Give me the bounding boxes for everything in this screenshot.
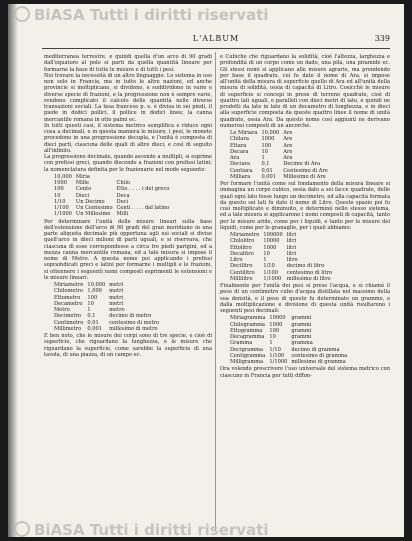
table-cell-name: Un Decimo	[75, 198, 105, 205]
table-cell-name: Litro	[230, 257, 243, 263]
table-cell-value: 1000	[269, 321, 283, 328]
table-cell-value: 1	[263, 257, 267, 263]
table-cell-unit: litri	[286, 238, 297, 245]
table-cell-num: 10,000	[54, 173, 72, 180]
table-cell-name: Chilara	[230, 136, 249, 143]
table-cell-value: 1/1000	[269, 359, 288, 365]
table-cell-name: Mille	[75, 180, 90, 186]
watermark-text: BiASA Tutti i diritti riservati	[34, 521, 269, 539]
table-cell-value: 10	[87, 300, 94, 307]
table-cell-value: 10000	[263, 238, 280, 245]
table-row	[54, 320, 163, 326]
table-cell-name: Centilitro	[230, 269, 255, 276]
table-cell-name: Decalitro	[230, 250, 254, 257]
table-cell-unit: Millesimo di Are	[283, 173, 326, 180]
table-cell-unit: grammi	[291, 315, 312, 322]
table-cell-value: 100	[261, 142, 272, 149]
table-cell-unit: Decimo di Ara	[283, 161, 321, 168]
table-cell-name: Dieci	[75, 192, 90, 199]
table-cell-name: Miriametro	[54, 282, 84, 288]
table-cell-unit: centesimo di metro	[109, 319, 160, 326]
table-cell-name: Decigramma	[230, 346, 264, 353]
table-cell-unit: grammi	[291, 327, 312, 334]
table-cell-name: Le Miriara	[230, 130, 258, 136]
table-cell-num: 100	[54, 186, 64, 193]
table-cell-unit: Are	[283, 136, 293, 143]
table-cell-value: 1/100	[269, 352, 285, 359]
table-row	[54, 313, 163, 319]
table-cell-num: 1/10	[54, 198, 66, 205]
table-cell-unit: millesimo di gramma	[291, 359, 346, 365]
table-cell-unit: grammi	[291, 321, 312, 328]
paragraph: Noi trovare la necessità di un altro linguaggio. Lo sistema in uso non solo in Francia, ma in tutte le altre nazioni, ed anche provincie si moltiplicano, si dividono, e suddividono in varie e diverse specie di frazioni, e la progressione non è sempre varie, rendono complicato il calcolo delle quantità nelle diverse transazioni sociali. La tesa francese p. e. è divisa in sei piedi, il piede in dodici pollici, il pollice in dodici linee; la canna mercantile romana in otto palmi ec.	[44, 72, 212, 123]
table-cell-name: Decara	[230, 148, 249, 155]
table-cell-value: 10,000	[261, 130, 280, 136]
page-header	[42, 34, 390, 48]
table-cell-name: Ara	[230, 155, 240, 161]
table-row	[230, 359, 351, 365]
table-cell-value: 1	[87, 307, 91, 313]
table-cell-unit: metro	[109, 307, 125, 313]
table-cell-name: Ettolitro	[230, 244, 252, 251]
table-cell-num: 1/100	[54, 205, 69, 211]
table-cell-name: Un Centesimo	[75, 205, 113, 211]
table-cell-value: 1000	[261, 136, 275, 143]
table-cell-unit: litro	[286, 257, 298, 263]
left-column	[44, 54, 212, 358]
table-cell-value: 1000	[263, 244, 277, 251]
table-cell-value: 1/1000	[263, 275, 282, 282]
table-cell-unit: decimo di litro	[286, 263, 325, 270]
table-cell-value: 100	[87, 294, 98, 301]
column-divider	[215, 52, 216, 530]
header-rule	[42, 48, 390, 49]
table-cell-value: 10	[263, 250, 270, 257]
table-cell-name: Decametro	[54, 300, 83, 307]
table-cell-unit: metri	[109, 294, 124, 301]
table-cell-unit: centesimo di litro	[286, 269, 333, 276]
table-cell-value: 10,000	[87, 282, 106, 288]
table-row	[54, 326, 163, 332]
paragraph: In tutti questi casi, il sistema metrico semplifica e riduce ogni cosa a decimali, e in questa maniera le misure, i pesi, le monete procedono in una progressione decupla, e l'unità è composta di dieci parti, ciascuna delle quali di altre dieci, e così di seguito all'infinito.	[44, 122, 212, 154]
table-row	[230, 174, 332, 180]
table-cell-unit: Are	[283, 130, 293, 136]
table-cell-unit: metri	[109, 282, 124, 288]
right-column	[220, 54, 390, 379]
table-row	[230, 347, 351, 353]
table-cell-name: Ettometro	[54, 294, 81, 301]
table-cell-value: 0,001	[261, 173, 277, 180]
table-cell-name: Chilolitro	[230, 238, 255, 245]
table-cell-value: 0,1	[87, 313, 96, 320]
scanned-page	[8, 4, 404, 537]
table-cell-desc: Deci	[116, 198, 129, 205]
table-cell-unit: litri	[286, 232, 297, 238]
table-cell-desc: Etto . . . . i del greco	[116, 186, 170, 193]
table-cell-unit: millesimo di litro	[286, 275, 331, 282]
table-cell-name: Miria	[75, 173, 90, 180]
table-cell-desc: Centi . . . . dal latino	[116, 205, 170, 211]
table-cell-name: Milliara	[230, 173, 251, 180]
table-cell-num: 1/1000	[54, 211, 72, 218]
table-cell-value: 10	[269, 334, 276, 340]
table-cell-value: 100	[269, 327, 280, 334]
table-cell-unit: Centesimo di Are	[283, 167, 328, 174]
table-cell-value: 0,01	[261, 167, 273, 174]
page-gutter-shadow	[8, 4, 18, 537]
table-cell-name: Gramma	[230, 340, 253, 347]
table-cell-name: Miriagramma	[230, 315, 266, 322]
table-cell-name: Cento	[75, 186, 92, 193]
table-cell-value: 10000	[269, 315, 286, 322]
watermark-text: BiASA Tutti i diritti riservati	[34, 6, 269, 24]
table-cell-name: Deciara	[230, 161, 251, 168]
table-cell-value: 0,1	[261, 161, 270, 168]
litre-table	[230, 232, 336, 282]
paragraph: mediterranea terrestre, e quindi quella d'un arco di 90 gradi dall'equatore al polo si parti da quella quantità lineare per formarne la base di tutte le misure e di tutti i pesi.	[44, 54, 212, 73]
table-row	[230, 276, 336, 282]
paragraph: La progressione decimale, quando ascende a multipli, si esprime con prefissi greci, quando discende a frazioni con prefissi latini; la nomenclatura definita per le frazionarie nel modo seguente:	[44, 154, 212, 173]
table-cell-value: 0,01	[87, 319, 99, 326]
watermark-top	[14, 6, 269, 24]
paragraph: Finalmente per l'unità dei pesi si prese l'acqua, e si chiamò il peso di un centimetro cubo d'acqua distillata nel massimo della sua densità, e il peso di questo fu determinato un grammo, e dalla moltiplicazione e divisione di questa unità risultarono i seguenti pesi decimali:	[220, 283, 390, 314]
table-cell-name: Centimetro	[54, 319, 84, 326]
table-cell-value: 1	[261, 155, 265, 161]
table-row	[54, 211, 173, 217]
are-table	[230, 130, 332, 180]
table-cell-unit: metri	[109, 288, 124, 295]
table-cell-name: Ettogramma	[230, 327, 263, 334]
biasa-logo-icon	[14, 521, 30, 537]
table-cell-name: Milligramma	[230, 359, 264, 365]
table-cell-name: Decimetro	[54, 313, 81, 320]
page-number: 339	[374, 34, 390, 43]
table-cell-name: Decilitro	[230, 263, 253, 270]
paragraph: e Cubiche che riguardano la solidità, cioè l'altezza, larghezza e profondità di un corpo come un dado, una pila, una piramide ec. Gli stessi nomi si applicano alle misure agrarie, ma prendendo per base il quadrato, cui fu dato il nome di Ara, si impose all'unità della misura di superficie quello di Ara ed all'unità della misura di solidità, ossia di capacità di Litro. Cosicchè le misure di superficie si concepi in prese di terreno quadrato, cioè di quattro lati uguali, e paralleli con dieci metri di lato, e quindi ne prodotti da lato in lato di un decametro di lunghezza, e in dieci alla superficie composta da queste quattro linee il nome di unità quadrate, ossia Ara. Da questo nome così aggiunti ne derivano numerosi composti di un ancorché.	[220, 54, 390, 129]
paragraph: Ora volendo prescrivere l'uso universale del sistema metrico con ciascuno in Francia per tutti diffon-	[220, 366, 390, 379]
table-cell-name: Chilometro	[54, 288, 83, 295]
watermark-bottom	[14, 521, 269, 539]
table-cell-unit: decimo di metro	[109, 313, 152, 320]
paragraph: Per determinare l'unità delle misure lineari sulla base dell'estensione dell'arco di 90 gradi del gran meridiano in una parte aliquota decimale più opportuna agli usi sociali si divise quell'arco in dieci milioni di parti uguali, e si riservava, che ciascuna di esse corrispondesse a circa tre piedi parigini, ed a mezza canna mercantile romana, ed a tale misura si impose il nome di Metro. A questa nome poi applicando i prefissi sopraindicati greci e latini per formarne i multipli e le frazioni, si ottennero i seguenti nomi composti esprimenti le estensioni e le misure lineari:	[44, 218, 212, 281]
table-cell-name: Millimetro	[54, 325, 82, 332]
table-cell-name: Centiara	[230, 167, 253, 174]
table-cell-value: 10	[261, 148, 268, 155]
table-cell-unit: litri	[286, 244, 297, 251]
table-cell-value: 1/100	[263, 269, 279, 276]
table-cell-unit: decimo di gramma	[291, 346, 340, 353]
table-cell-desc: Milli	[116, 211, 129, 218]
table-cell-desc: Deca	[116, 192, 130, 199]
table-cell-name: Decagramma	[230, 334, 265, 340]
table-cell-unit: grammi	[291, 334, 312, 340]
table-cell-num: 1000	[54, 180, 67, 186]
table-cell-value: 100000	[263, 232, 283, 238]
table-cell-num: 10	[54, 192, 61, 199]
prefix-table	[54, 174, 173, 218]
table-cell-name: Ettara	[230, 142, 247, 149]
table-cell-name: Chilogramma	[230, 321, 265, 328]
table-cell-unit: Ara	[283, 155, 293, 161]
paragraph: Per formare l'unità come sul fondamento della misura lineare si immagina un corpo cubico, ossia dato a sei facce quadrate, delle quali ogni lato fosse lungo un decimetro, ed alla capacità formata da questo sei lati fu dato il nome di Litro. Questo spazio poi fu così moltiplicato e diminuito, e determinò nello stesso sistema, ed a tale misura si applicarono i nomi composti di capacità, tanto per le misure aride, come per i liquidi, e tanto per le misure dei liquidi, come per le granaglie, per i quali abbiamo:	[220, 181, 390, 231]
table-cell-unit: metri	[109, 300, 124, 307]
metre-table	[54, 282, 163, 332]
running-title: L'ALBUM	[192, 34, 240, 43]
table-cell-unit: litri	[286, 250, 297, 257]
table-cell-unit: gramma	[291, 340, 313, 347]
table-cell-value: 0,001	[87, 325, 102, 332]
gram-table	[230, 315, 351, 365]
table-cell-unit: Are	[283, 142, 293, 149]
paragraph: E ben noto, che le misure dei corpi sono di tre specie, e cioè di superficie, che riguardano la lunghezza, e le misure che riguardano la superficie, come sarebbe la superficie di una tavola, di una piazza, di un campo ec.	[44, 333, 212, 358]
table-cell-desc: Chilo	[116, 180, 131, 186]
table-cell-value: 1	[269, 340, 273, 347]
table-cell-name: Un Millesimo	[75, 211, 111, 218]
table-cell-name: Miriametro	[230, 232, 260, 238]
table-cell-unit: millesimo di metro	[109, 325, 158, 332]
table-cell-value: 1/10	[269, 346, 281, 353]
table-cell-unit: centesimo di gramma	[291, 352, 348, 359]
table-cell-value: 1,000	[87, 288, 102, 295]
table-cell-unit: Are	[283, 148, 293, 155]
table-cell-name: Metro	[54, 307, 70, 313]
table-cell-value: 1/10	[263, 263, 275, 270]
biasa-logo-icon	[14, 6, 30, 22]
table-cell-name: Centigramma	[230, 352, 266, 359]
table-cell-name: Millilitro	[230, 275, 253, 282]
